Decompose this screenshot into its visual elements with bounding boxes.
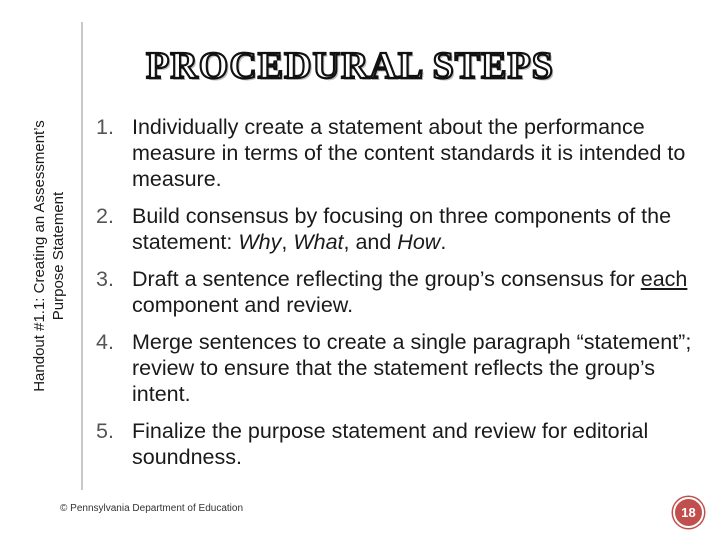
step-2 [96, 203, 696, 255]
step-number: 4. [96, 330, 114, 354]
step-number: 5. [96, 419, 114, 443]
step-4 [96, 329, 696, 407]
step-text-part: Draft a sentence reflecting the group’s consensus for [132, 267, 641, 291]
step-text-part: , [281, 230, 294, 254]
sidebar-caption [30, 36, 68, 476]
steps-list [96, 114, 696, 481]
page-number-badge: 18 [673, 497, 704, 528]
underlined-word: each [640, 267, 688, 291]
step-text [132, 266, 696, 318]
step-text [132, 203, 696, 255]
emphasis-why: Why [238, 230, 282, 254]
step-text-part: , and [343, 230, 398, 254]
emphasis-what: What [293, 230, 344, 254]
slide-title: PROCEDURAL STEPS [146, 45, 554, 87]
sidebar-caption-line-2: Purpose Statement [50, 191, 67, 321]
step-number: 2. [96, 204, 114, 228]
step-text: Finalize the purpose statement and review for editorial soundness. [132, 419, 649, 469]
step-number: 1. [96, 115, 114, 139]
step-text: Merge sentences to create a single paragraph “statement”; review to ensure that the statement reflects the group’s intent. [132, 330, 692, 406]
sidebar-caption-line-1: Handout #1.1: Creating an Assessment’s [31, 120, 48, 392]
step-number: 3. [96, 267, 114, 291]
emphasis-how: How [397, 230, 441, 254]
step-3 [96, 266, 696, 318]
step-text-part: . [440, 230, 447, 254]
copyright-footer: © Pennsylvania Department of Education [60, 503, 244, 514]
step-text-part: component and review. [132, 293, 354, 317]
step-text-part: Build consensus by focusing on three components of the statement: [132, 204, 672, 254]
step-1 [96, 114, 696, 192]
step-5 [96, 418, 696, 470]
sidebar [13, 22, 83, 490]
step-text: Individually create a statement about the performance measure in terms of the content standards it is intended to measure. [132, 115, 686, 191]
